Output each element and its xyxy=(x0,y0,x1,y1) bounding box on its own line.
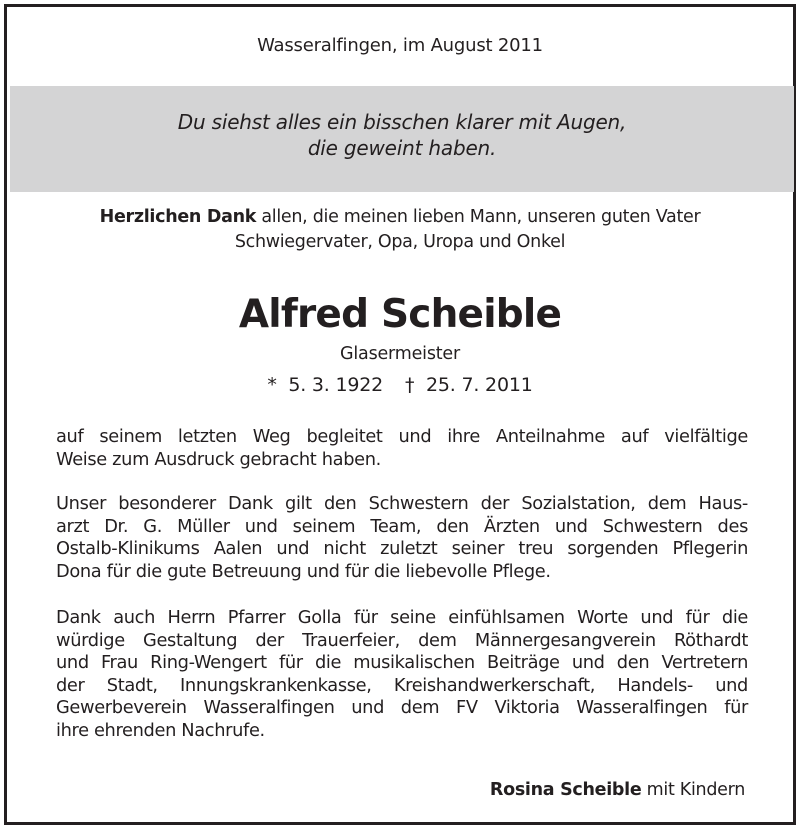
paragraph-line: Ostalb-Klinikums Aalen und nicht zuletzt seiner treu sorgenden Pflegerin xyxy=(56,538,748,559)
deceased-profession: Glasermeister xyxy=(340,344,460,364)
paragraph-line: auf seinem letzten Weg begleitet und ihre Anteilnahme auf vielfältige xyxy=(56,426,748,447)
paragraph-line: Gewerbeverein Wasseralfingen und dem FV Viktoria Wasseralfingen für xyxy=(56,697,748,718)
death-date: † 25. 7. 2011 xyxy=(405,374,533,396)
thanks-bold: Herzlichen Dank xyxy=(99,207,257,227)
place-date: Wasseralfingen, im August 2011 xyxy=(257,35,543,56)
life-dates xyxy=(7,374,793,396)
signature-rest: mit Kindern xyxy=(641,780,745,800)
birth-date: * 5. 3. 1922 xyxy=(267,374,384,396)
paragraph-line: würdige Gestaltung der Trauerfeier, dem Männergesangverein Röthardt xyxy=(56,629,748,651)
paragraph-line: Dank auch Herrn Pfarrer Golla für seine einfühlsamen Worte und für die xyxy=(56,607,748,628)
paragraph-1 xyxy=(56,426,748,471)
quote-line-2: die geweint haben. xyxy=(307,136,497,160)
paragraph-line: Unser besonderer Dank gilt den Schwestern der Sozialstation, dem Haus- xyxy=(56,493,748,514)
paragraph-line: der Stadt, Innungskrankenkasse, Kreishandwerkerschaft, Handels- und xyxy=(56,674,748,696)
deceased-name: Alfred Scheible xyxy=(238,292,562,337)
quote-band xyxy=(10,86,794,192)
paragraph-2 xyxy=(56,493,748,583)
quote-line-1: Du siehst alles ein bisschen klarer mit Augen, xyxy=(177,110,627,134)
thanks-line-1 xyxy=(7,207,793,227)
paragraph-line: und Frau Ring-Wengert für die musikalischen Beiträge und den Vertretern xyxy=(56,652,748,673)
obituary-thanks-notice xyxy=(4,4,796,825)
signature xyxy=(490,780,745,800)
paragraph-line: Dona für die gute Betreuung und für die liebevolle Pflege. xyxy=(56,560,551,582)
thanks-line-1-rest: allen, die meinen lieben Mann, unseren guten Vater xyxy=(256,207,701,227)
signature-name: Rosina Scheible xyxy=(489,780,642,800)
paragraph-line: ihre ehrenden Nachrufe. xyxy=(56,719,265,741)
paragraph-3 xyxy=(56,607,748,742)
paragraph-line: arzt Dr. G. Müller und seinem Team, den Ärzten und Schwestern des xyxy=(56,515,748,537)
thanks-line-2: Schwiegervater, Opa, Uropa und Onkel xyxy=(234,232,566,252)
paragraph-line: Weise zum Ausdruck gebracht haben. xyxy=(56,448,381,470)
